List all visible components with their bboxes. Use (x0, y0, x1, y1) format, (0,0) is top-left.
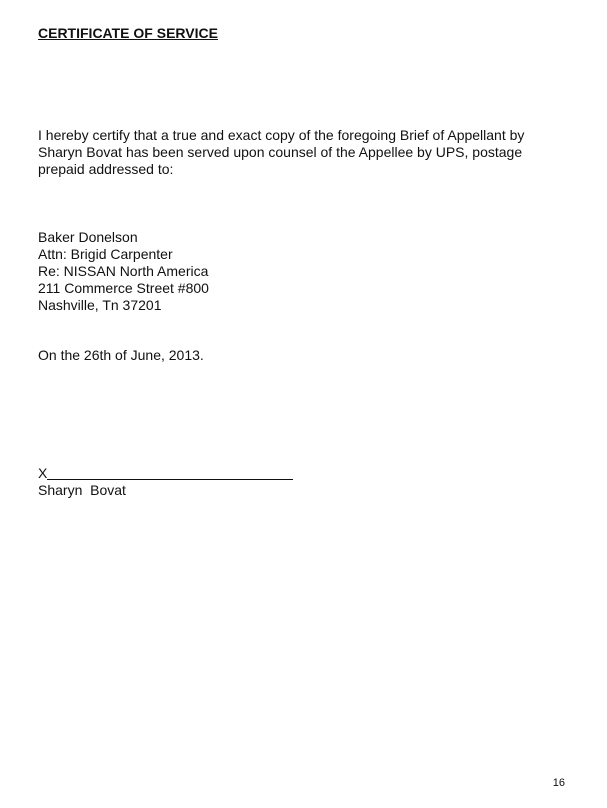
signature-mark: X (38, 465, 48, 481)
certification-line-2: Sharyn Bovat has been served upon counsel of the Appellee by UPS, postage (38, 144, 523, 160)
address-city-state-zip: Nashville, Tn 37201 (38, 297, 162, 313)
signature-row (38, 465, 293, 482)
signature-block (38, 465, 293, 499)
signature-line (47, 479, 293, 480)
signer-name: Sharyn Bovat (38, 482, 126, 498)
recipient-address-block (38, 229, 209, 314)
address-firm: Baker Donelson (38, 229, 138, 245)
certification-line-1: I hereby certify that a true and exact copy of the foregoing Brief of Appellant by (38, 127, 525, 143)
service-date: On the 26th of June, 2013. (38, 347, 204, 363)
certification-paragraph (38, 127, 558, 178)
address-attention: Attn: Brigid Carpenter (38, 246, 173, 262)
certificate-title: CERTIFICATE OF SERVICE (38, 25, 218, 41)
page-number: 16 (552, 777, 565, 789)
certification-line-3: prepaid addressed to: (38, 161, 174, 177)
address-regarding: Re: NISSAN North America (38, 263, 209, 279)
address-street: 211 Commerce Street #800 (38, 280, 209, 296)
